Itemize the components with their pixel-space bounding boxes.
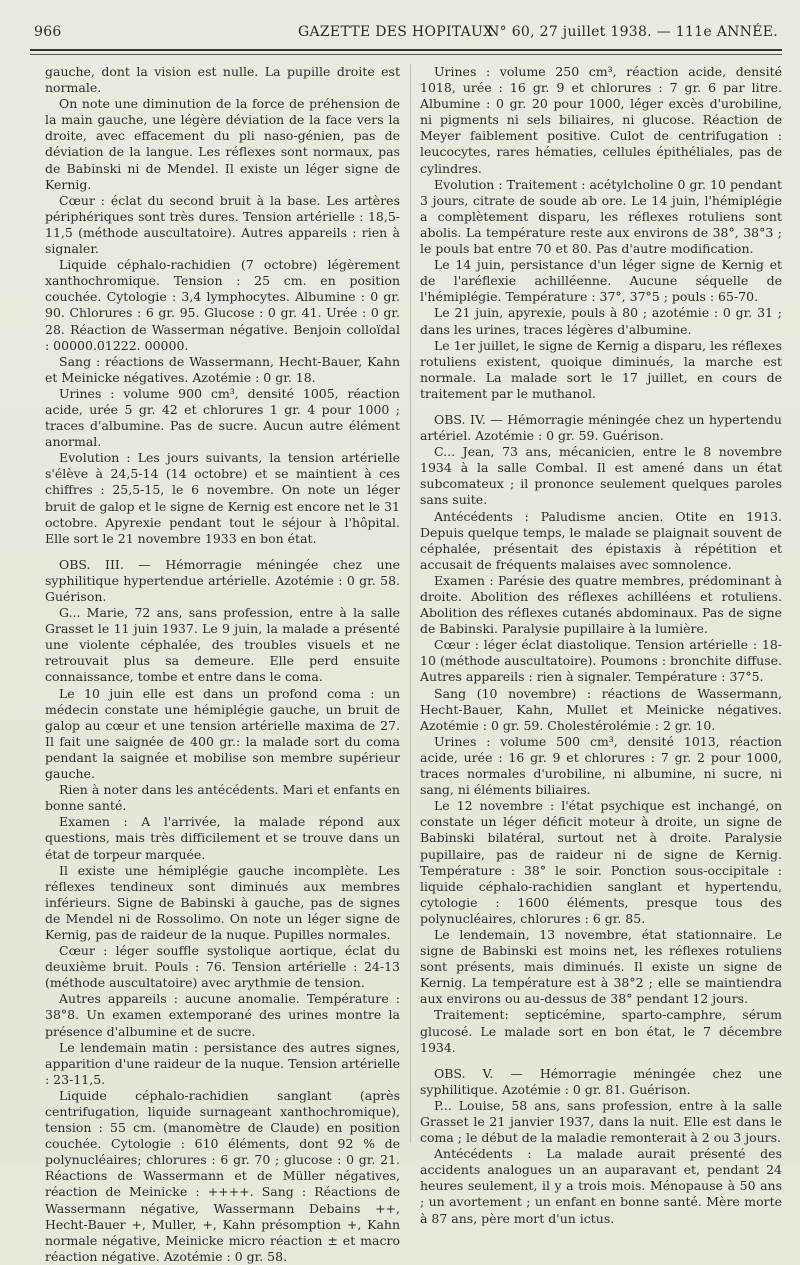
page-number: 966 — [34, 24, 62, 40]
paragraph: Traitement: septicémine, sparto-camphre, sérum glucosé. Le malade sort en bon état, le 7 décembre 1934. — [420, 1007, 782, 1055]
paragraph: Le 21 juin, apyrexie, pouls à 80 ; azotémie : 0 gr. 31 ; dans les urines, traces légères d'albumine. — [420, 305, 782, 337]
paragraph: Cœur : léger souffle systolique aortique, éclat du deuxième bruit. Pouls : 76. Tension artérielle : 24-13 (méthode auscultatoire) avec arythmie de tension. — [45, 943, 400, 991]
paragraph: Le 14 juin, persistance d'un léger signe de Kernig et de l'aréflexie achilléenne. Aucune séquelle de l'hémiplégie. Température : 37°, 37°5 ; pouls : 65-70. — [420, 257, 782, 305]
header-rule — [30, 49, 782, 51]
paragraph: Cœur : éclat du second bruit à la base. Les artères périphériques sont très dures. Tension artérielle : 18,5-11,5 (méthode auscultatoire). Autres appareils : rien à signaler. — [45, 192, 400, 257]
left-column — [45, 64, 400, 1265]
paragraph: Le lendemain, 13 novembre, état stationnaire. Le signe de Babinski est moins net, les réflexes rotuliens sont présents, mais diminués. Il existe un signe de Kernig. La température est à 38°2 ; elle se maintiendra aux environs ou au-dessus de 38° pendant 12 jours. — [420, 926, 782, 1007]
paragraph: Examen : A l'arrivée, la malade répond aux questions, mais très difficilement et se trouve dans un état de torpeur marquée. — [45, 814, 400, 862]
paragraph: Antécédents : La malade aurait présenté des accidents analogues un an auparavant et, pendant 24 heures seulement, il y a trois mois. Ménopause à 50 ans ; un avortement ; un enfant en bonne santé. Mère morte à 87 ans, père mort d'un ictus. — [420, 1146, 782, 1226]
paragraph: Antécédents : Paludisme ancien. Otite en 1913. Depuis quelque temps, le malade se plaignait souvent de céphalée, présentait des épistaxis à répétition et accusait de fréquents malaises avec somnolence. — [420, 508, 782, 572]
paragraph: Evolution : Les jours suivants, la tension artérielle s'élève à 24,5-14 (14 octobre) et se maintient à ces chiffres : 25,5-15, le 6 novembre. On note un léger bruit de galop et le signe de Kernig est encore net le 31 octobre. Apyrexie pendant tout le séjour à l'hôpital. Elle sort le 21 novembre 1933 en bon état. — [45, 450, 400, 546]
paragraph: Autres appareils : aucune anomalie. Température : 38°8. Un examen extemporané des urines montre la présence d'albumine et de sucre. — [45, 991, 400, 1039]
issue-info: N° 60, 27 juillet 1938. — 111e ANNÉE. — [487, 24, 778, 40]
paragraph: Rien à noter dans les antécédents. Mari et enfants en bonne santé. — [45, 782, 400, 814]
paragraph: Liquide céphalo-rachidien sanglant (après centrifugation, liquide surnageant xanthochromique), tension : 55 cm. (manomètre de Claude) en position couchée. Cytologie : 610 éléments, dont 92 % de polynucléaires; chlorures : 6 gr. 70 ; glucose : 0 gr. 21. Réactions de Wassermann et de Müller négatives, réaction de Meinicke : ++++. Sang : Réactions de Wassermann négative, Wassermann Debains ++, Hecht-Bauer +, Muller, +, Kahn présomption +, Kahn normale négative, Meinicke micro réaction ± et macro réaction négative. Azotémie : 0 gr. 58. — [45, 1087, 400, 1264]
column-divider — [410, 64, 411, 1143]
observation-heading: OBS. III. — Hémorragie méningée chez une syphilitique hypertendue artérielle. Azotémie : 0 gr. 58. Guérison. — [45, 556, 400, 604]
paragraph: On note une diminution de la force de préhension de la main gauche, une légère déviation de la face vers la droite, avec effacement du pli naso-génien, pas de déviation de la langue. Les réflexes sont normaux, pas de Babinski ni de Mendel. Il existe un léger signe de Kernig. — [45, 96, 400, 192]
paragraph: C... Jean, 73 ans, mécanicien, entre le 8 novembre 1934 à la salle Combal. Il est amené dans un état subcomateux ; il prononce seulement quelques paroles sans suite. — [420, 444, 782, 508]
paragraph: Cœur : léger éclat diastolique. Tension artérielle : 18-10 (méthode auscultatoire). Poumons : bronchite diffuse. Autres appareils : rien à signaler. Température : 37°5. — [420, 637, 782, 685]
paragraph: Urines : volume 500 cm³, densité 1013, réaction acide, urée : 16 gr. 9 et chlorures : 7 gr. 2 pour 1000, traces normales d'urobiline, ni albumine, ni sucre, ni sang, ni éléments biliaires. — [420, 733, 782, 798]
paragraph: Sang : réactions de Wassermann, Hecht-Bauer, Kahn et Meinicke négatives. Azotémie : 0 gr. 18. — [45, 353, 400, 385]
paragraph: Le lendemain matin : persistance des autres signes, apparition d'une raideur de la nuque. Tension artérielle : 23-11,5. — [45, 1039, 400, 1087]
paragraph: Le 12 novembre : l'état psychique est inchangé, on constate un léger déficit moteur à droite, un signe de Babinski bilatéral, surtout net à droite. Paralysie pupillaire, pas de raideur ni de signe de Kernig. Température : 38° le soir. Ponction sous-occipitale : liquide céphalo-rachidien sanglant et hypertendu, cytologie : 1600 éléments, presque tous des polynucléaires, chlorures : 6 gr. 85. — [420, 798, 782, 926]
paragraph: Urines : volume 250 cm³, réaction acide, densité 1018, urée : 16 gr. 9 et chlorures : 7 gr. 6 par litre. Albumine : 0 gr. 20 pour 1000, léger excès d'urobiline, ni pigments ni sels biliaires, ni glucose. Réaction de Meyer faiblement positive. Culot de centrifugation : leucocytes, rares hématies, cellules épithéliales, pas de cylindres. — [420, 64, 782, 176]
paragraph: Il existe une hémiplégie gauche incomplète. Les réflexes tendineux sont diminués aux membres inférieurs. Signe de Babinski à gauche, pas de signes de Mendel ni de Rossolimo. On note un léger signe de Kernig, pas de raideur de la nuque. Pupilles normales. — [45, 862, 400, 942]
paragraph: Urines : volume 900 cm³, densité 1005, réaction acide, urée 5 gr. 42 et chlorures 1 gr. 4 pour 1000 ; traces d'albumine. Pas de sucre. Aucun autre élément anormal. — [45, 385, 400, 450]
paragraph: P... Louise, 58 ans, sans profession, entre à la salle Grasset le 21 janvier 1937, dans la nuit. Elle est dans le coma ; le début de la maladie remonterait à 2 ou 3 jours. — [420, 1097, 782, 1146]
paragraph: Le 1er juillet, le signe de Kernig a disparu, les réflexes rotuliens existent, quoique diminués, la marche est normale. La malade sort le 17 juillet, en cours de traitement par le muthanol. — [420, 337, 782, 401]
paragraph: gauche, dont la vision est nulle. La pupille droite est normale. — [45, 64, 400, 96]
paragraph: Sang (10 novembre) : réactions de Wassermann, Hecht-Bauer, Kahn, Mullet et Meinicke négatives. Azotémie : 0 gr. 59. Cholestérolémie : 2 gr. 10. — [420, 685, 782, 733]
journal-title: GAZETTE DES HOPITAUX — [298, 24, 494, 40]
page-header — [30, 18, 782, 44]
header-rule-thin — [30, 54, 782, 55]
paragraph: Liquide céphalo-rachidien (7 octobre) légèrement xanthochromique. Tension : 25 cm. en position couchée. Cytologie : 3,4 lymphocytes. Albumine : 0 gr. 90. Chlorures : 6 gr. 95. Glucose : 0 gr. 41. Urée : 0 gr. 28. Réaction de Wasserman négative. Benjoin colloïdal : 00000.01222. 00000. — [45, 257, 400, 353]
observation-heading: OBS. IV. — Hémorragie méningée chez un hypertendu artériel. Azotémie : 0 gr. 59. Guérison. — [420, 411, 782, 444]
paragraph: Evolution : Traitement : acétylcholine 0 gr. 10 pendant 3 jours, citrate de soude ab ore. Le 14 juin, l'hémiplégie a complètement disparu, les réflexes rotuliens sont abolis. La température reste aux environs de 38°, 38°3 ; le pouls bat entre 70 et 80. Pas d'autre modification. — [420, 176, 782, 257]
paragraph: Le 10 juin elle est dans un profond coma : un médecin constate une hémiplégie gauche, un bruit de galop au cœur et une tension artérielle maxima de 27. Il fait une saignée de 400 gr.: la malade sort du coma pendant la saignée et mobilise son membre supérieur gauche. — [45, 685, 400, 782]
paragraph: Examen : Parésie des quatre membres, prédominant à droite. Abolition des réflexes achilléens et rotuliens. Abolition des réflexes cutanés abdominaux. Pas de signe de Babinski. Paralysie pupillaire à la lumière. — [420, 572, 782, 637]
paragraph: G... Marie, 72 ans, sans profession, entre à la salle Grasset le 11 juin 1937. Le 9 juin, la malade a présenté une violente céphalée, des troubles visuels et ne retrouvait plus sa demeure. Elle perd ensuite connaissance, tombe et entre dans le coma. — [45, 605, 400, 685]
observation-heading: OBS. V. — Hémorragie méningée chez une syphilitique. Azotémie : 0 gr. 81. Guérison. — [420, 1065, 782, 1097]
right-column — [420, 64, 782, 1227]
